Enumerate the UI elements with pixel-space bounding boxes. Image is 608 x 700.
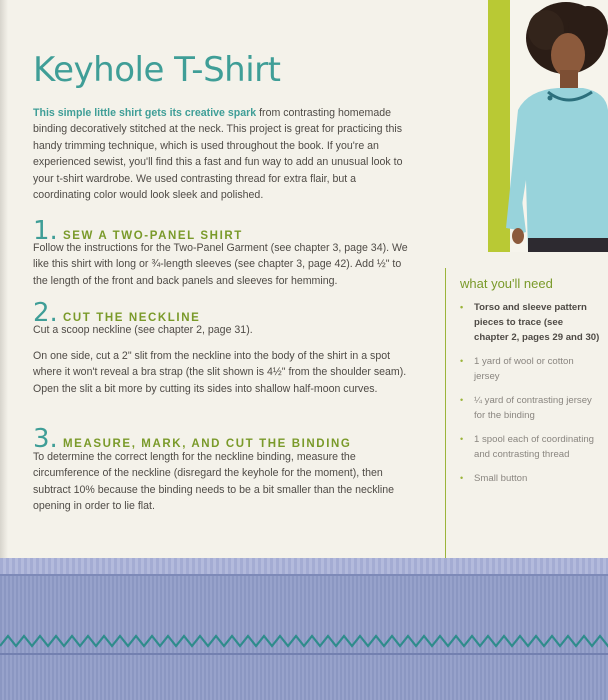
step-1-title: SEW A TWO-PANEL SHIRT — [63, 230, 243, 242]
sidebar-title: what you'll need — [460, 276, 553, 291]
model-photo — [488, 0, 608, 252]
step-3-title: MEASURE, MARK, AND CUT THE BINDING — [63, 438, 352, 450]
zigzag-stitch — [0, 636, 608, 646]
step-3-number: 3. — [33, 424, 58, 454]
intro-paragraph — [33, 105, 413, 203]
materials-list — [460, 300, 600, 495]
page-title: Keyhole T-Shirt — [33, 50, 281, 90]
step-2-number: 2. — [33, 298, 58, 328]
bullet-icon: • — [460, 395, 464, 405]
list-item: • Torso and sleeve pattern pieces to trace (see chapter 2, pages 29 and 30) — [460, 302, 600, 343]
step-2-title: CUT THE NECKLINE — [63, 312, 201, 324]
list-item: • 1 spool each of coordinating and contrasting thread — [460, 434, 595, 460]
step-2-text-1: Cut a scoop neckline (see chapter 2, page 31). — [33, 324, 253, 336]
list-item: • 1 yard of wool or cotton jersey — [460, 356, 574, 382]
fabric-closeup-photo — [0, 558, 608, 700]
page-gutter-shadow — [0, 0, 8, 560]
intro-lead: This simple little shirt gets its creative spark — [33, 107, 257, 119]
step-1-number: 1. — [33, 216, 58, 246]
bullet-icon: • — [460, 434, 464, 444]
bullet-icon: • — [460, 473, 464, 483]
step-2-text-2: On one side, cut a 2" slit from the neckline into the body of the shirt in a spot where it won't reveal a bra strap (the slit shown is 4½" from the shoulder seam). Open the slit a bit more by cutting its sides into shallow half-moon curves. — [33, 350, 407, 395]
bullet-icon: • — [460, 302, 464, 312]
step-1-text: Follow the instructions for the Two-Panel Garment (see chapter 3, page 34). We like this shirt with long or ¾-length sleeves (see chapter 3, page 42). Add ½" to the length of the front and back panels and sleeves for hemming. — [33, 242, 408, 287]
bullet-icon: • — [460, 356, 464, 366]
list-item: • Small button — [460, 473, 528, 484]
materials-sidebar — [445, 268, 608, 558]
step-3-text: To determine the correct length for the neckline binding, measure the circumference of the neckline (disregard the keyhole for the moment), then subtract 10% because the binding needs to be a bit smaller than the neckline opening in order to lie flat. — [33, 451, 395, 513]
intro-text: from contrasting homemade binding decoratively stitched at the neck. This project is great for practicing this handy trimming technique, which is used throughout the book. If you're an experienced sewist, you'll find this a fast and fun way to add an unusual look to your t-shirt wardrobe. We used contrasting thread for extra flair, but a coordinating color would look sleek and polished. — [33, 107, 403, 202]
list-item: • ¼ yard of contrasting jersey for the binding — [460, 395, 592, 421]
